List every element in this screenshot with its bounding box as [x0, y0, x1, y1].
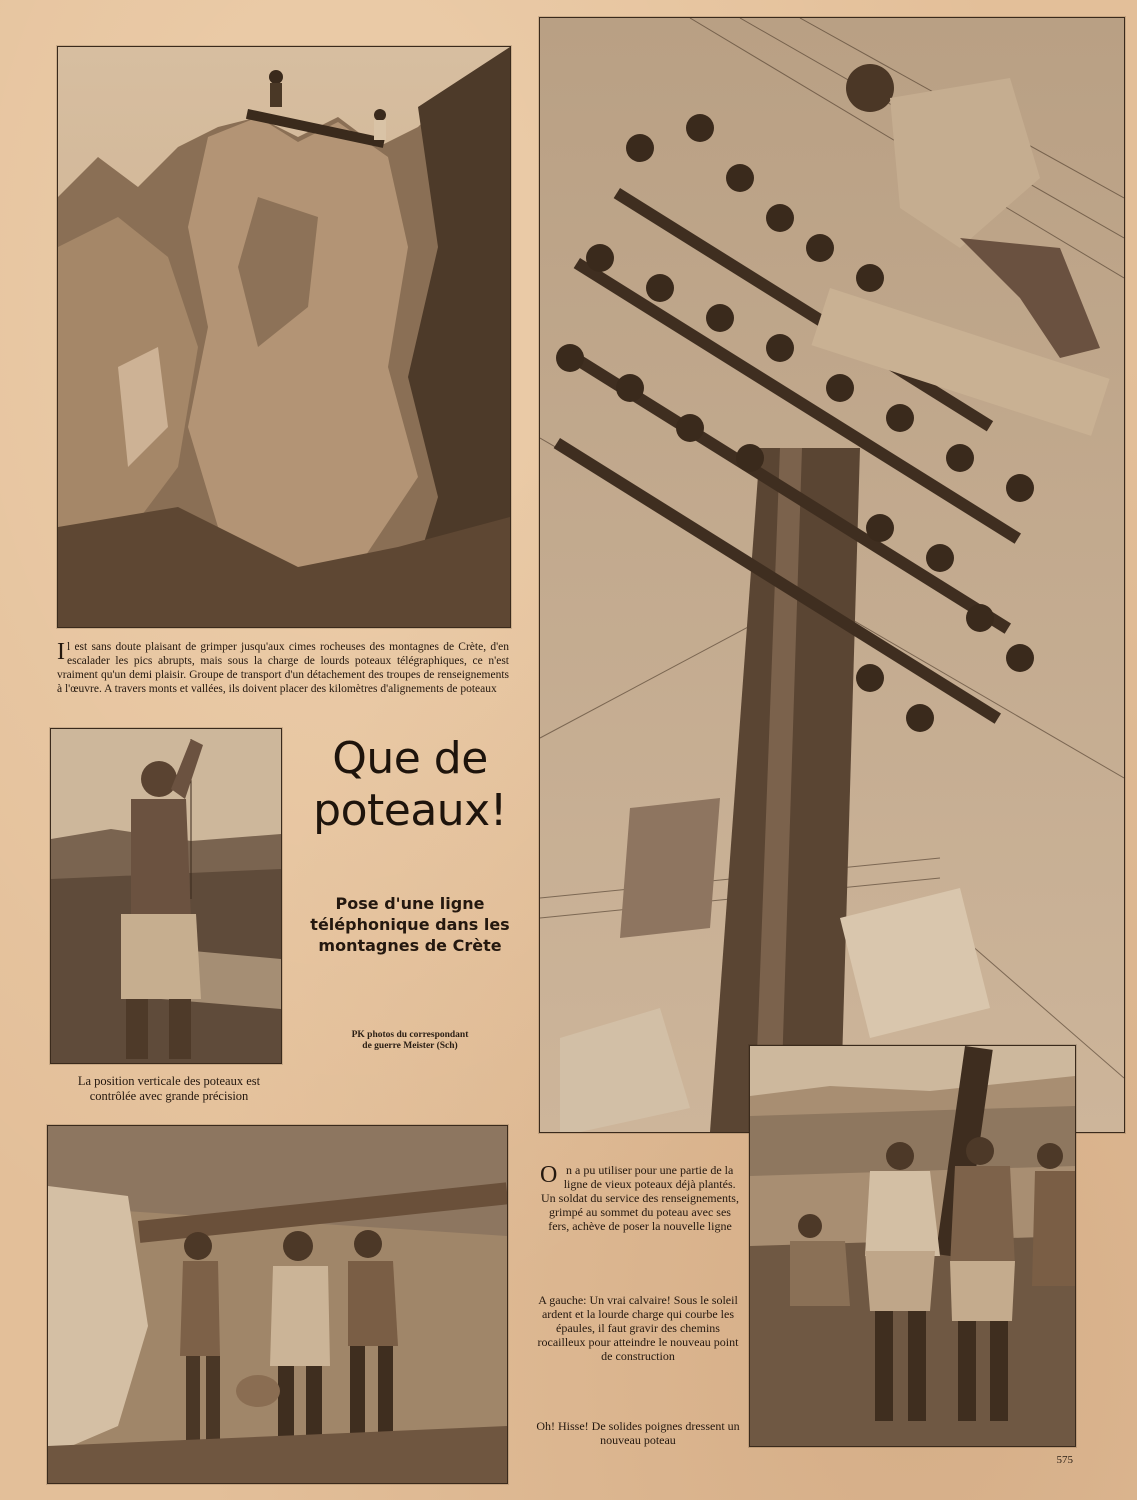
photo-credit-line-1: PK photos du correspondant: [351, 1030, 469, 1040]
photo-rocky-peak: [57, 46, 511, 628]
caption-telephone-pole: [540, 1163, 740, 1233]
photo-plumb-line-soldier: [50, 728, 282, 1064]
photo-soldiers-carrying-pole: [47, 1125, 508, 1484]
article-title: Que de poteaux!: [313, 733, 507, 836]
caption-rocky-peak-text: l est sans doute plaisant de grimper jusqu'aux cimes rocheuses des montagnes de Crète, d'en escalader les pics abrupts, mais sous la charge de lourds poteaux télégraphiques, ce n'est vraiment qu'un demi plaisir. Groupe de transport d'un détachement des troupes de renseignements à l'œuvre. A travers monts et vallées, ils doivent placer des kilomètres d'alignements de poteaux: [57, 641, 509, 695]
caption-plumb-line-text: La position verticale des poteaux est contrôlée avec grande précision: [77, 1074, 261, 1103]
caption-calvaire: [535, 1293, 741, 1363]
photo-telephone-pole-climber: [539, 17, 1125, 1133]
caption-rocky-peak: [57, 640, 509, 696]
photo-credit-line-2: de guerre Meister (Sch): [362, 1041, 458, 1051]
drop-cap-o: O: [540, 1162, 558, 1188]
caption-calvaire-text: A gauche: Un vrai calvaire! Sous le soleil ardent et la lourde charge qui courbe les épaules, il faut gravir des chemins rocailleux pour atteindre le nouveau point de construction: [537, 1293, 739, 1363]
caption-plumb-line: [58, 1074, 280, 1104]
photo-credit: [315, 1030, 505, 1052]
drop-cap: I: [57, 639, 65, 665]
caption-hisse-text: Oh! Hisse! De solides poignes dressent un nouveau poteau: [536, 1419, 740, 1447]
caption-hisse: [535, 1419, 741, 1447]
page-number: 575: [1056, 1454, 1073, 1466]
photo-raising-pole: [749, 1045, 1076, 1447]
caption-telephone-pole-text: n a pu utiliser pour une partie de la ligne de vieux poteaux déjà plantés. Un soldat du service des renseignements, grimpé au sommet du poteau avec ses fers, achève de poser la nouvelle ligne: [541, 1163, 739, 1233]
article-subtitle: Pose d'une ligne téléphonique dans les montagnes de Crète: [310, 894, 510, 955]
